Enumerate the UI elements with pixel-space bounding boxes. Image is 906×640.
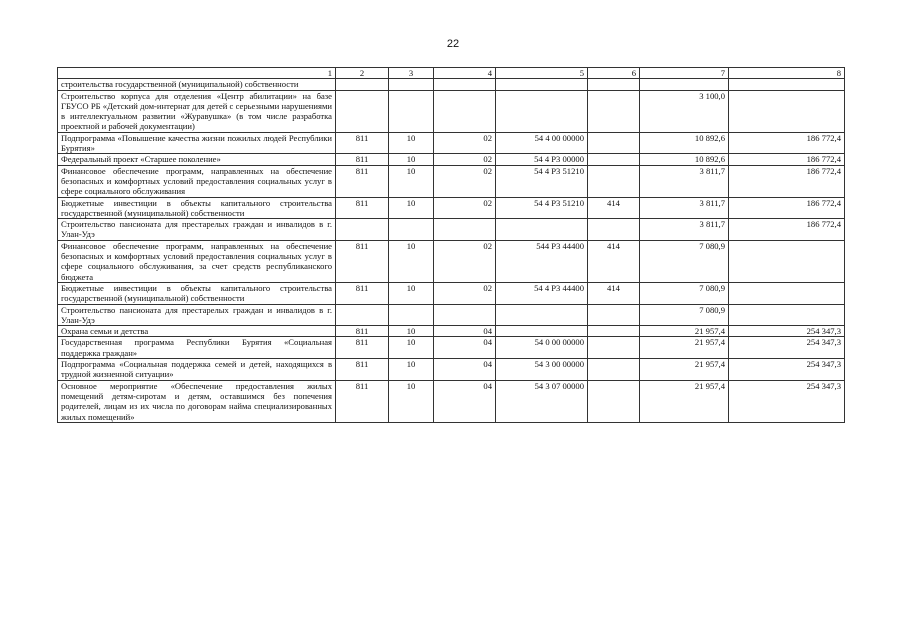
row-code-expense-type: 414 <box>588 197 640 219</box>
table-row <box>58 326 845 337</box>
table-row <box>58 154 845 165</box>
row-code-expense-type <box>588 132 640 154</box>
row-code-section: 10 <box>389 359 434 381</box>
row-description: Федеральный проект «Старшее поколение» <box>58 154 336 165</box>
table-row <box>58 240 845 282</box>
row-code-section <box>389 219 434 241</box>
table-row <box>58 359 845 381</box>
row-description: Подпрограмма «Социальная поддержка семей и детей, находящихся в трудной жизненной ситуации» <box>58 359 336 381</box>
row-code-subsection: 02 <box>434 154 496 165</box>
page-number: 22 <box>446 38 460 50</box>
row-code-expense-type <box>588 326 640 337</box>
header-cell-1: 1 <box>58 68 336 79</box>
table-row <box>58 165 845 197</box>
row-code-subsection: 04 <box>434 359 496 381</box>
header-cell-2: 2 <box>336 68 389 79</box>
table-row <box>58 90 845 132</box>
row-amount-2: 254 347,3 <box>729 380 845 422</box>
table-body <box>58 68 845 423</box>
row-code-admin <box>336 79 389 90</box>
table-row <box>58 380 845 422</box>
row-amount-2 <box>729 240 845 282</box>
row-code-expense-type: 414 <box>588 240 640 282</box>
row-code-section: 10 <box>389 132 434 154</box>
row-code-section: 10 <box>389 240 434 282</box>
row-amount-1: 3 100,0 <box>640 90 729 132</box>
row-code-target <box>496 79 588 90</box>
row-amount-2 <box>729 90 845 132</box>
row-description: Основное мероприятие «Обеспечение предоставления жилых помещений детям-сиротам и детям, оставшимся без попечения родителей, лицам из их числа по договорам найма специализированных жилых помещений» <box>58 380 336 422</box>
row-code-admin: 811 <box>336 165 389 197</box>
row-amount-1: 10 892,6 <box>640 154 729 165</box>
row-amount-2: 186 772,4 <box>729 197 845 219</box>
row-code-admin: 811 <box>336 326 389 337</box>
row-code-subsection: 02 <box>434 197 496 219</box>
row-code-target: 544 P3 44400 <box>496 240 588 282</box>
row-amount-2: 254 347,3 <box>729 337 845 359</box>
row-amount-1: 21 957,4 <box>640 326 729 337</box>
header-cell-3: 3 <box>389 68 434 79</box>
row-code-target <box>496 304 588 326</box>
row-code-subsection: 02 <box>434 165 496 197</box>
row-code-admin <box>336 90 389 132</box>
row-code-expense-type: 414 <box>588 282 640 304</box>
row-code-target: 54 3 00 00000 <box>496 359 588 381</box>
row-description: Бюджетные инвестиции в объекты капитального строительства государственной (муниципальной) собственности <box>58 197 336 219</box>
row-code-admin: 811 <box>336 154 389 165</box>
row-description: строительства государственной (муниципальной) собственности <box>58 79 336 90</box>
row-amount-2: 186 772,4 <box>729 165 845 197</box>
row-code-admin: 811 <box>336 337 389 359</box>
row-code-target: 54 0 00 00000 <box>496 337 588 359</box>
row-code-target: 54 4 P3 44400 <box>496 282 588 304</box>
row-code-section: 10 <box>389 326 434 337</box>
row-code-admin: 811 <box>336 282 389 304</box>
row-amount-1: 3 811,7 <box>640 197 729 219</box>
row-code-section: 10 <box>389 282 434 304</box>
row-amount-1: 7 080,9 <box>640 304 729 326</box>
row-code-admin: 811 <box>336 132 389 154</box>
row-code-target <box>496 219 588 241</box>
row-amount-1: 7 080,9 <box>640 282 729 304</box>
row-code-subsection: 04 <box>434 326 496 337</box>
row-description: Финансовое обеспечение программ, направленных на обеспечение безопасных и комфортных условий предоставления социальных услуг в сфере социального обслуживания <box>58 165 336 197</box>
row-amount-1: 7 080,9 <box>640 240 729 282</box>
row-amount-1: 21 957,4 <box>640 359 729 381</box>
row-description: Финансовое обеспечение программ, направленных на обеспечение безопасных и комфортных условий предоставления социальных услуг в сфере социального обслуживания, за счет средств республиканского бюджета <box>58 240 336 282</box>
row-code-expense-type <box>588 90 640 132</box>
row-description: Подпрограмма «Повышение качества жизни пожилых людей Республики Бурятия» <box>58 132 336 154</box>
row-code-subsection: 04 <box>434 337 496 359</box>
row-code-admin <box>336 219 389 241</box>
row-description: Строительство пансионата для престарелых граждан и инвалидов в г. Улан-Удэ <box>58 304 336 326</box>
row-amount-1: 21 957,4 <box>640 380 729 422</box>
row-amount-2 <box>729 304 845 326</box>
row-code-expense-type <box>588 359 640 381</box>
row-description: Строительство корпуса для отделения «Центр абилитации» на базе ГБУСО РБ «Детский дом-интернат для детей с серьезными нарушениями в интеллектуальном развитии «Журавушка» (в том числе разработка проектной и рабочей документации) <box>58 90 336 132</box>
row-code-section <box>389 79 434 90</box>
row-code-subsection: 02 <box>434 132 496 154</box>
table-row <box>58 304 845 326</box>
row-code-expense-type <box>588 219 640 241</box>
row-code-target <box>496 326 588 337</box>
row-code-target: 54 3 07 00000 <box>496 380 588 422</box>
row-amount-2: 186 772,4 <box>729 219 845 241</box>
row-code-section <box>389 90 434 132</box>
table-row <box>58 197 845 219</box>
row-description: Бюджетные инвестиции в объекты капитального строительства государственной (муниципальной) собственности <box>58 282 336 304</box>
row-code-subsection: 02 <box>434 240 496 282</box>
row-amount-2: 254 347,3 <box>729 359 845 381</box>
header-cell-7: 7 <box>640 68 729 79</box>
row-code-section: 10 <box>389 165 434 197</box>
header-cell-4: 4 <box>434 68 496 79</box>
table-row <box>58 282 845 304</box>
budget-table <box>57 67 845 423</box>
row-code-expense-type <box>588 154 640 165</box>
row-code-subsection <box>434 304 496 326</box>
row-code-subsection <box>434 219 496 241</box>
row-amount-2 <box>729 282 845 304</box>
header-cell-5: 5 <box>496 68 588 79</box>
table-header-row <box>58 68 845 79</box>
row-amount-1: 3 811,7 <box>640 165 729 197</box>
row-amount-1: 3 811,7 <box>640 219 729 241</box>
row-amount-2 <box>729 79 845 90</box>
row-code-target: 54 4 00 00000 <box>496 132 588 154</box>
row-amount-1 <box>640 79 729 90</box>
row-code-admin: 811 <box>336 197 389 219</box>
row-amount-2: 186 772,4 <box>729 154 845 165</box>
table-row <box>58 337 845 359</box>
row-code-target: 54 4 P3 51210 <box>496 165 588 197</box>
row-code-expense-type <box>588 380 640 422</box>
row-code-section: 10 <box>389 197 434 219</box>
row-description: Государственная программа Республики Бурятия «Социальная поддержка граждан» <box>58 337 336 359</box>
row-description: Охрана семьи и детства <box>58 326 336 337</box>
row-description: Строительство пансионата для престарелых граждан и инвалидов в г. Улан-Удэ <box>58 219 336 241</box>
row-code-section: 10 <box>389 380 434 422</box>
row-code-subsection: 04 <box>434 380 496 422</box>
header-cell-8: 8 <box>729 68 845 79</box>
row-code-admin: 811 <box>336 240 389 282</box>
row-code-expense-type <box>588 304 640 326</box>
row-code-section <box>389 304 434 326</box>
row-code-expense-type <box>588 165 640 197</box>
table-row <box>58 132 845 154</box>
row-code-expense-type <box>588 79 640 90</box>
row-code-section: 10 <box>389 154 434 165</box>
row-code-expense-type <box>588 337 640 359</box>
row-code-target: 54 4 P3 51210 <box>496 197 588 219</box>
table-row <box>58 79 845 90</box>
row-amount-2: 254 347,3 <box>729 326 845 337</box>
row-code-section: 10 <box>389 337 434 359</box>
row-code-subsection <box>434 90 496 132</box>
row-code-admin: 811 <box>336 380 389 422</box>
row-code-admin: 811 <box>336 359 389 381</box>
row-code-admin <box>336 304 389 326</box>
table-row <box>58 219 845 241</box>
row-amount-2: 186 772,4 <box>729 132 845 154</box>
row-code-target <box>496 90 588 132</box>
row-amount-1: 21 957,4 <box>640 337 729 359</box>
row-code-subsection <box>434 79 496 90</box>
header-cell-6: 6 <box>588 68 640 79</box>
row-amount-1: 10 892,6 <box>640 132 729 154</box>
row-code-subsection: 02 <box>434 282 496 304</box>
row-code-target: 54 4 P3 00000 <box>496 154 588 165</box>
